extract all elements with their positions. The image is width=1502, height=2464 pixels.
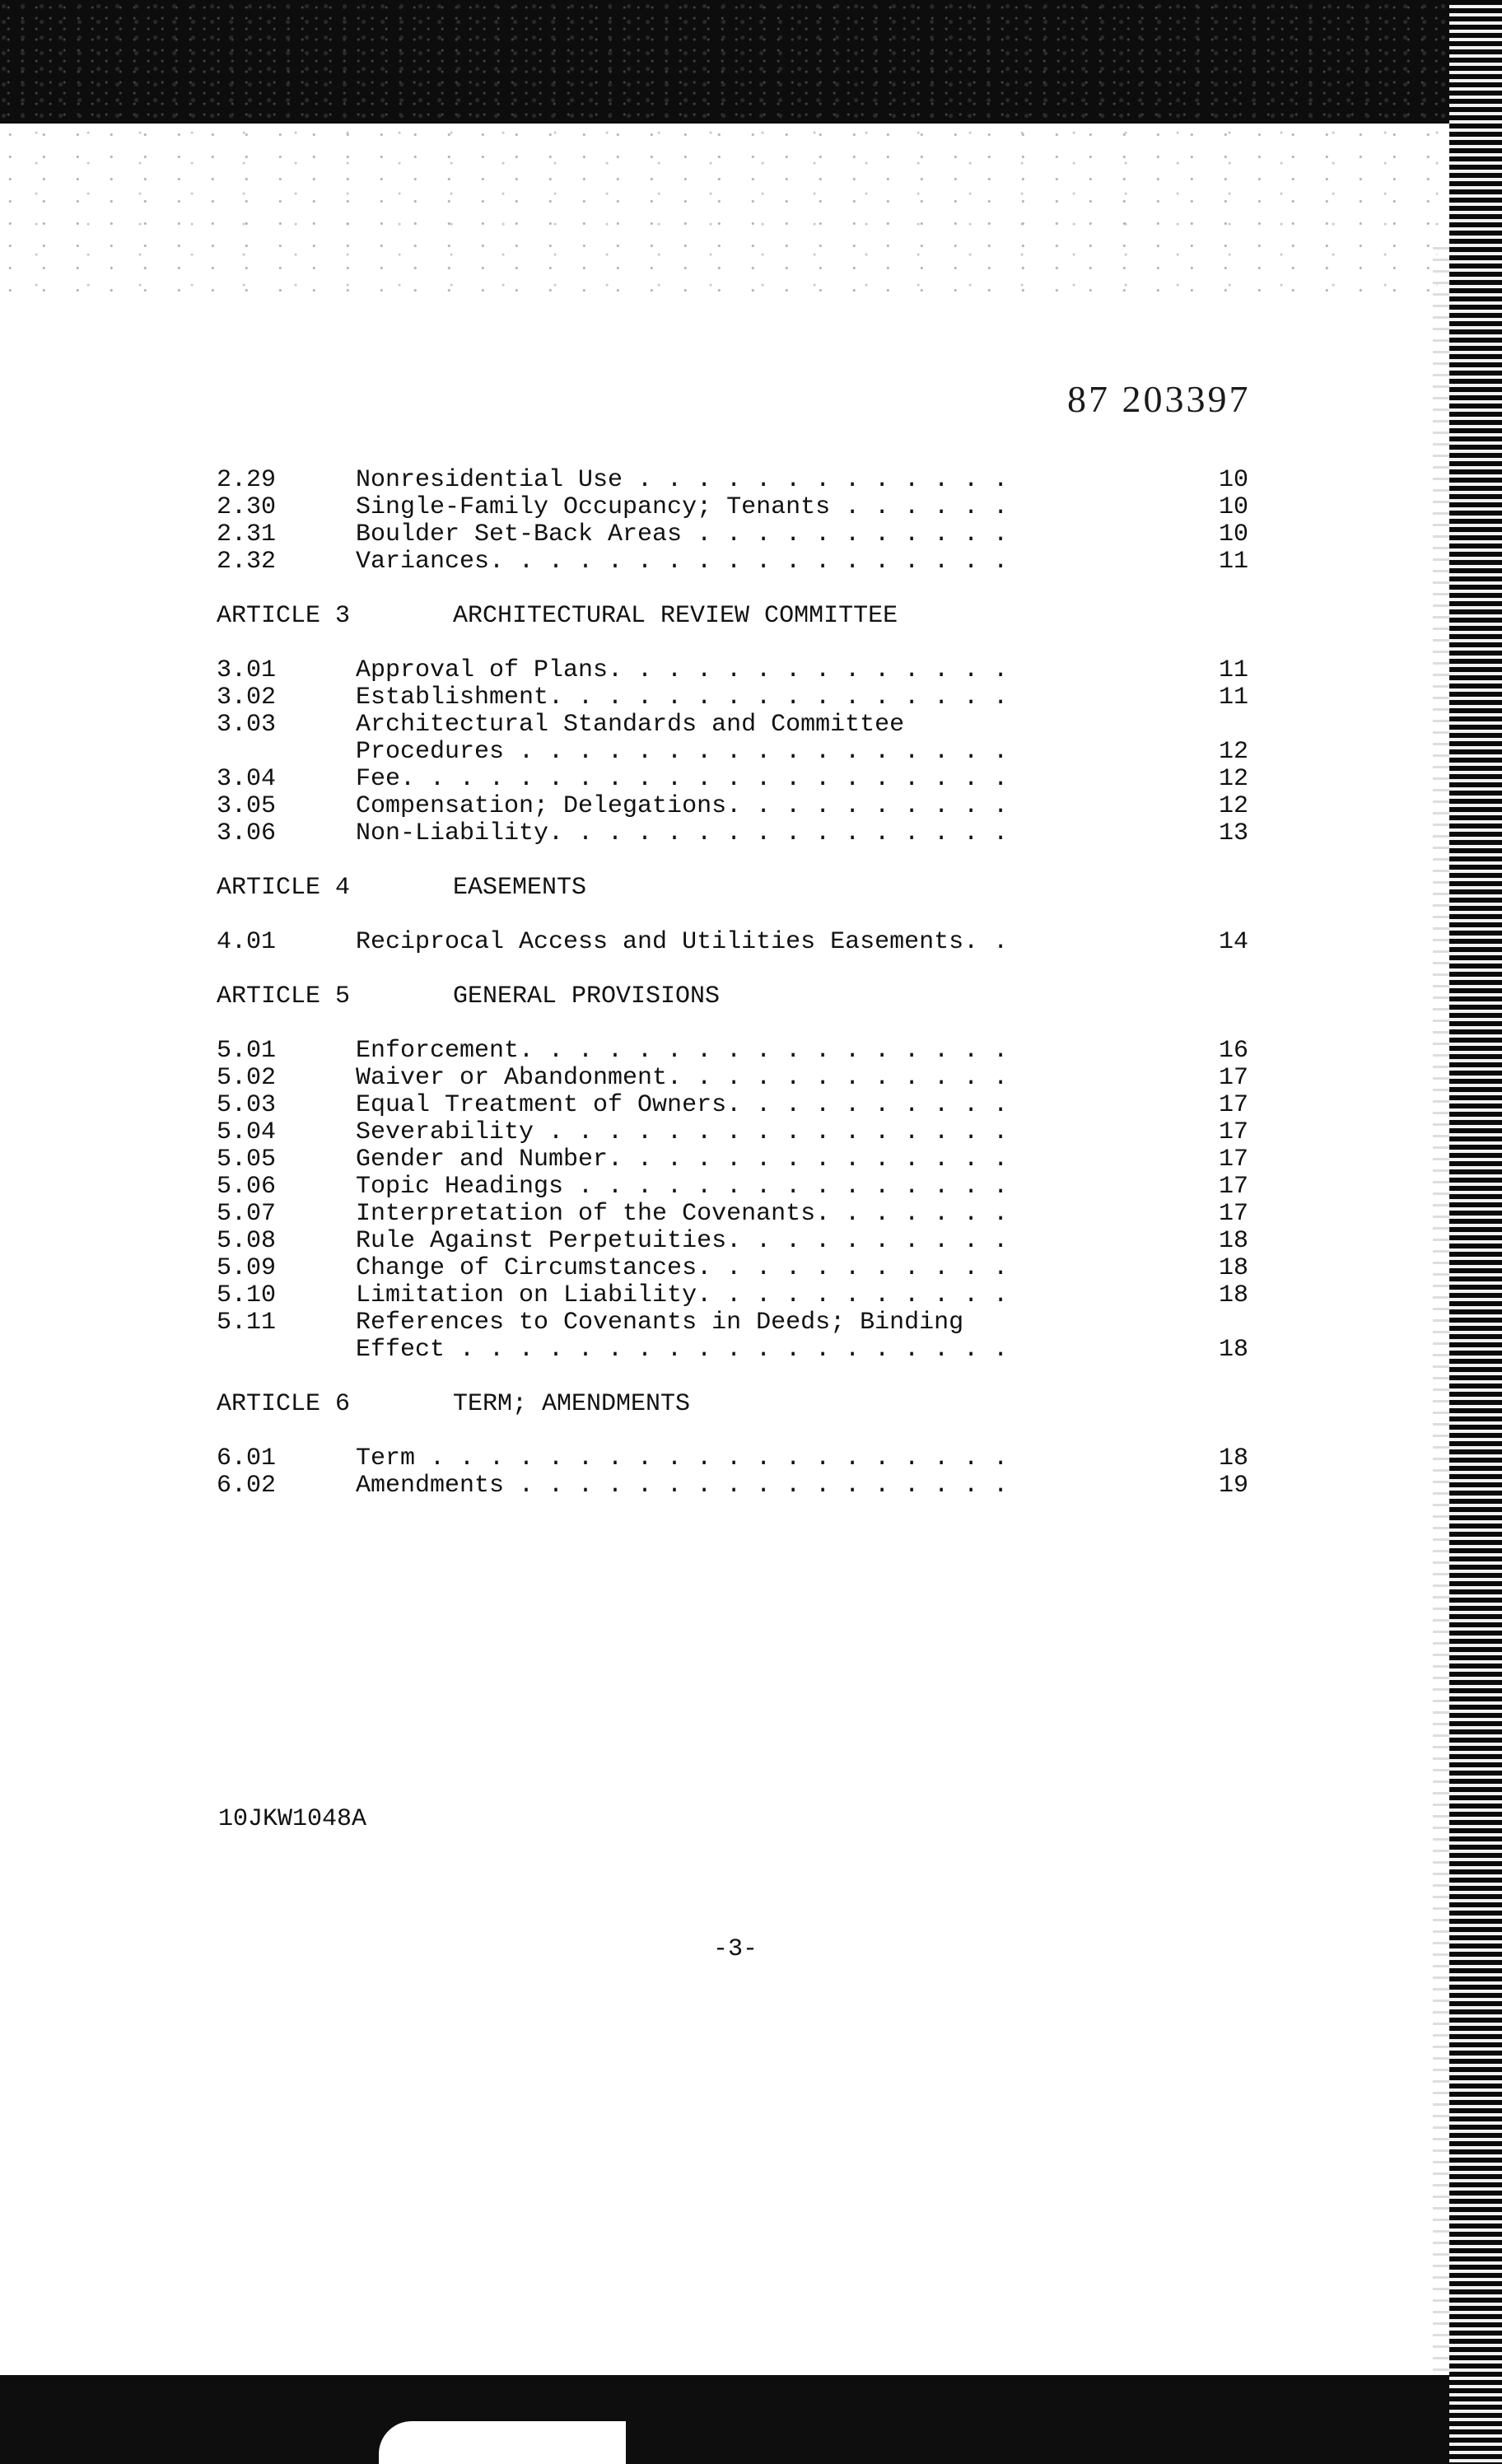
section-number: 5.06: [217, 1173, 277, 1201]
section-page: 18: [1219, 1444, 1249, 1472]
footer-code: 10JKW1048A: [218, 1805, 367, 1833]
article-label: ARTICLE 3: [217, 602, 351, 630]
section-page: 18: [1219, 1281, 1249, 1309]
article-title: ARCHITECTURAL REVIEW COMMITTEE: [453, 602, 898, 630]
section-title: Boulder Set-Back Areas . . . . . . . . . . .: [356, 520, 1009, 548]
section-number: 2.32: [217, 548, 277, 576]
section-number: 5.02: [217, 1064, 277, 1092]
section-page: 14: [1219, 928, 1249, 956]
section-number: 3.06: [217, 819, 277, 847]
section-page: 17: [1219, 1200, 1249, 1228]
section-title: Effect . . . . . . . . . . . . . . . . . . .: [356, 1336, 1009, 1364]
scan-speckle: [0, 124, 1449, 296]
section-page: 13: [1219, 819, 1249, 847]
section-title: Variances. . . . . . . . . . . . . . . . . .: [356, 548, 1009, 576]
section-page: 18: [1219, 1227, 1249, 1255]
scan-top-noise: [0, 0, 1449, 124]
section-page: 10: [1219, 493, 1249, 521]
section-title: Compensation; Delegations. . . . . . . . . .: [356, 792, 1009, 820]
section-title: Single-Family Occupancy; Tenants . . . . . .: [356, 493, 1009, 521]
section-title: Rule Against Perpetuities. . . . . . . . . .: [356, 1227, 1009, 1255]
section-page: 12: [1219, 765, 1249, 793]
scan-right-edge: [1449, 0, 1502, 2464]
section-title: Topic Headings . . . . . . . . . . . . . . .: [356, 1173, 1009, 1201]
section-number: 6.01: [217, 1444, 277, 1472]
article-label: ARTICLE 5: [217, 982, 351, 1010]
section-title: Gender and Number. . . . . . . . . . . . . .: [356, 1146, 1009, 1174]
section-number: 5.03: [217, 1091, 277, 1119]
section-title: Approval of Plans. . . . . . . . . . . . . .: [356, 656, 1009, 684]
section-title: Amendments . . . . . . . . . . . . . . . . .: [356, 1472, 1009, 1500]
section-title: Waiver or Abandonment. . . . . . . . . . . .: [356, 1064, 1009, 1092]
scan-bottom-noise: [0, 2375, 1449, 2464]
section-page: 18: [1219, 1254, 1249, 1282]
section-number: 4.01: [217, 928, 277, 956]
section-number: 5.10: [217, 1281, 277, 1309]
section-number: 5.11: [217, 1309, 277, 1337]
section-number: 3.02: [217, 684, 277, 712]
section-number: 5.04: [217, 1118, 277, 1146]
section-page: 19: [1219, 1472, 1249, 1500]
document-number: 87 203397: [1067, 378, 1251, 420]
article-title: TERM; AMENDMENTS: [453, 1390, 691, 1418]
article-title: EASEMENTS: [453, 874, 587, 902]
section-number: 5.01: [217, 1037, 277, 1065]
section-number: 6.02: [217, 1472, 277, 1500]
section-number: 2.29: [217, 466, 277, 494]
section-page: 11: [1219, 548, 1249, 576]
section-page: 17: [1219, 1118, 1249, 1146]
section-number: 3.03: [217, 711, 277, 739]
section-title: Reciprocal Access and Utilities Easements. .: [356, 928, 1009, 956]
article-title: GENERAL PROVISIONS: [453, 982, 721, 1010]
section-title: Non-Liability. . . . . . . . . . . . . . . .: [356, 819, 1009, 847]
scan-right-border: [1433, 247, 1449, 2388]
section-title: Nonresidential Use . . . . . . . . . . . . .: [356, 466, 1009, 494]
section-page: 17: [1219, 1064, 1249, 1092]
section-number: 3.01: [217, 656, 277, 684]
section-page: 17: [1219, 1173, 1249, 1201]
section-number: 5.09: [217, 1254, 277, 1282]
section-number: 5.07: [217, 1200, 277, 1228]
article-label: ARTICLE 6: [217, 1390, 351, 1418]
section-number: 5.05: [217, 1146, 277, 1174]
section-number: 3.05: [217, 792, 277, 820]
section-title: Limitation on Liability. . . . . . . . . . .: [356, 1281, 1009, 1309]
section-page: 17: [1219, 1091, 1249, 1119]
section-title: Severability . . . . . . . . . . . . . . . .: [356, 1118, 1009, 1146]
section-title: Interpretation of the Covenants. . . . . . .: [356, 1200, 1009, 1228]
section-page: 10: [1219, 466, 1249, 494]
section-number: 3.04: [217, 765, 277, 793]
scan-bottom-notch: [379, 2421, 626, 2464]
section-page: 11: [1219, 656, 1249, 684]
section-page: 12: [1219, 792, 1249, 820]
page-number: -3-: [713, 1935, 758, 1963]
section-title: Term . . . . . . . . . . . . . . . . . . . .: [356, 1444, 1009, 1472]
section-title: Equal Treatment of Owners. . . . . . . . . .: [356, 1091, 1009, 1119]
section-page: 10: [1219, 520, 1249, 548]
section-page: 11: [1219, 684, 1249, 712]
section-title: Procedures . . . . . . . . . . . . . . . . .: [356, 738, 1009, 766]
section-title: Change of Circumstances. . . . . . . . . . .: [356, 1254, 1009, 1282]
section-title: References to Covenants in Deeds; Binding: [356, 1309, 964, 1337]
section-page: 17: [1219, 1146, 1249, 1174]
section-page: 18: [1219, 1336, 1249, 1364]
section-number: 5.08: [217, 1227, 277, 1255]
section-title: Architectural Standards and Committee: [356, 711, 905, 739]
section-page: 12: [1219, 738, 1249, 766]
section-title: Enforcement. . . . . . . . . . . . . . . . .: [356, 1037, 1009, 1065]
section-number: 2.30: [217, 493, 277, 521]
section-page: 16: [1219, 1037, 1249, 1065]
article-label: ARTICLE 4: [217, 874, 351, 902]
section-title: Fee. . . . . . . . . . . . . . . . . . . . .: [356, 765, 1009, 793]
section-number: 2.31: [217, 520, 277, 548]
section-title: Establishment. . . . . . . . . . . . . . . .: [356, 684, 1009, 712]
